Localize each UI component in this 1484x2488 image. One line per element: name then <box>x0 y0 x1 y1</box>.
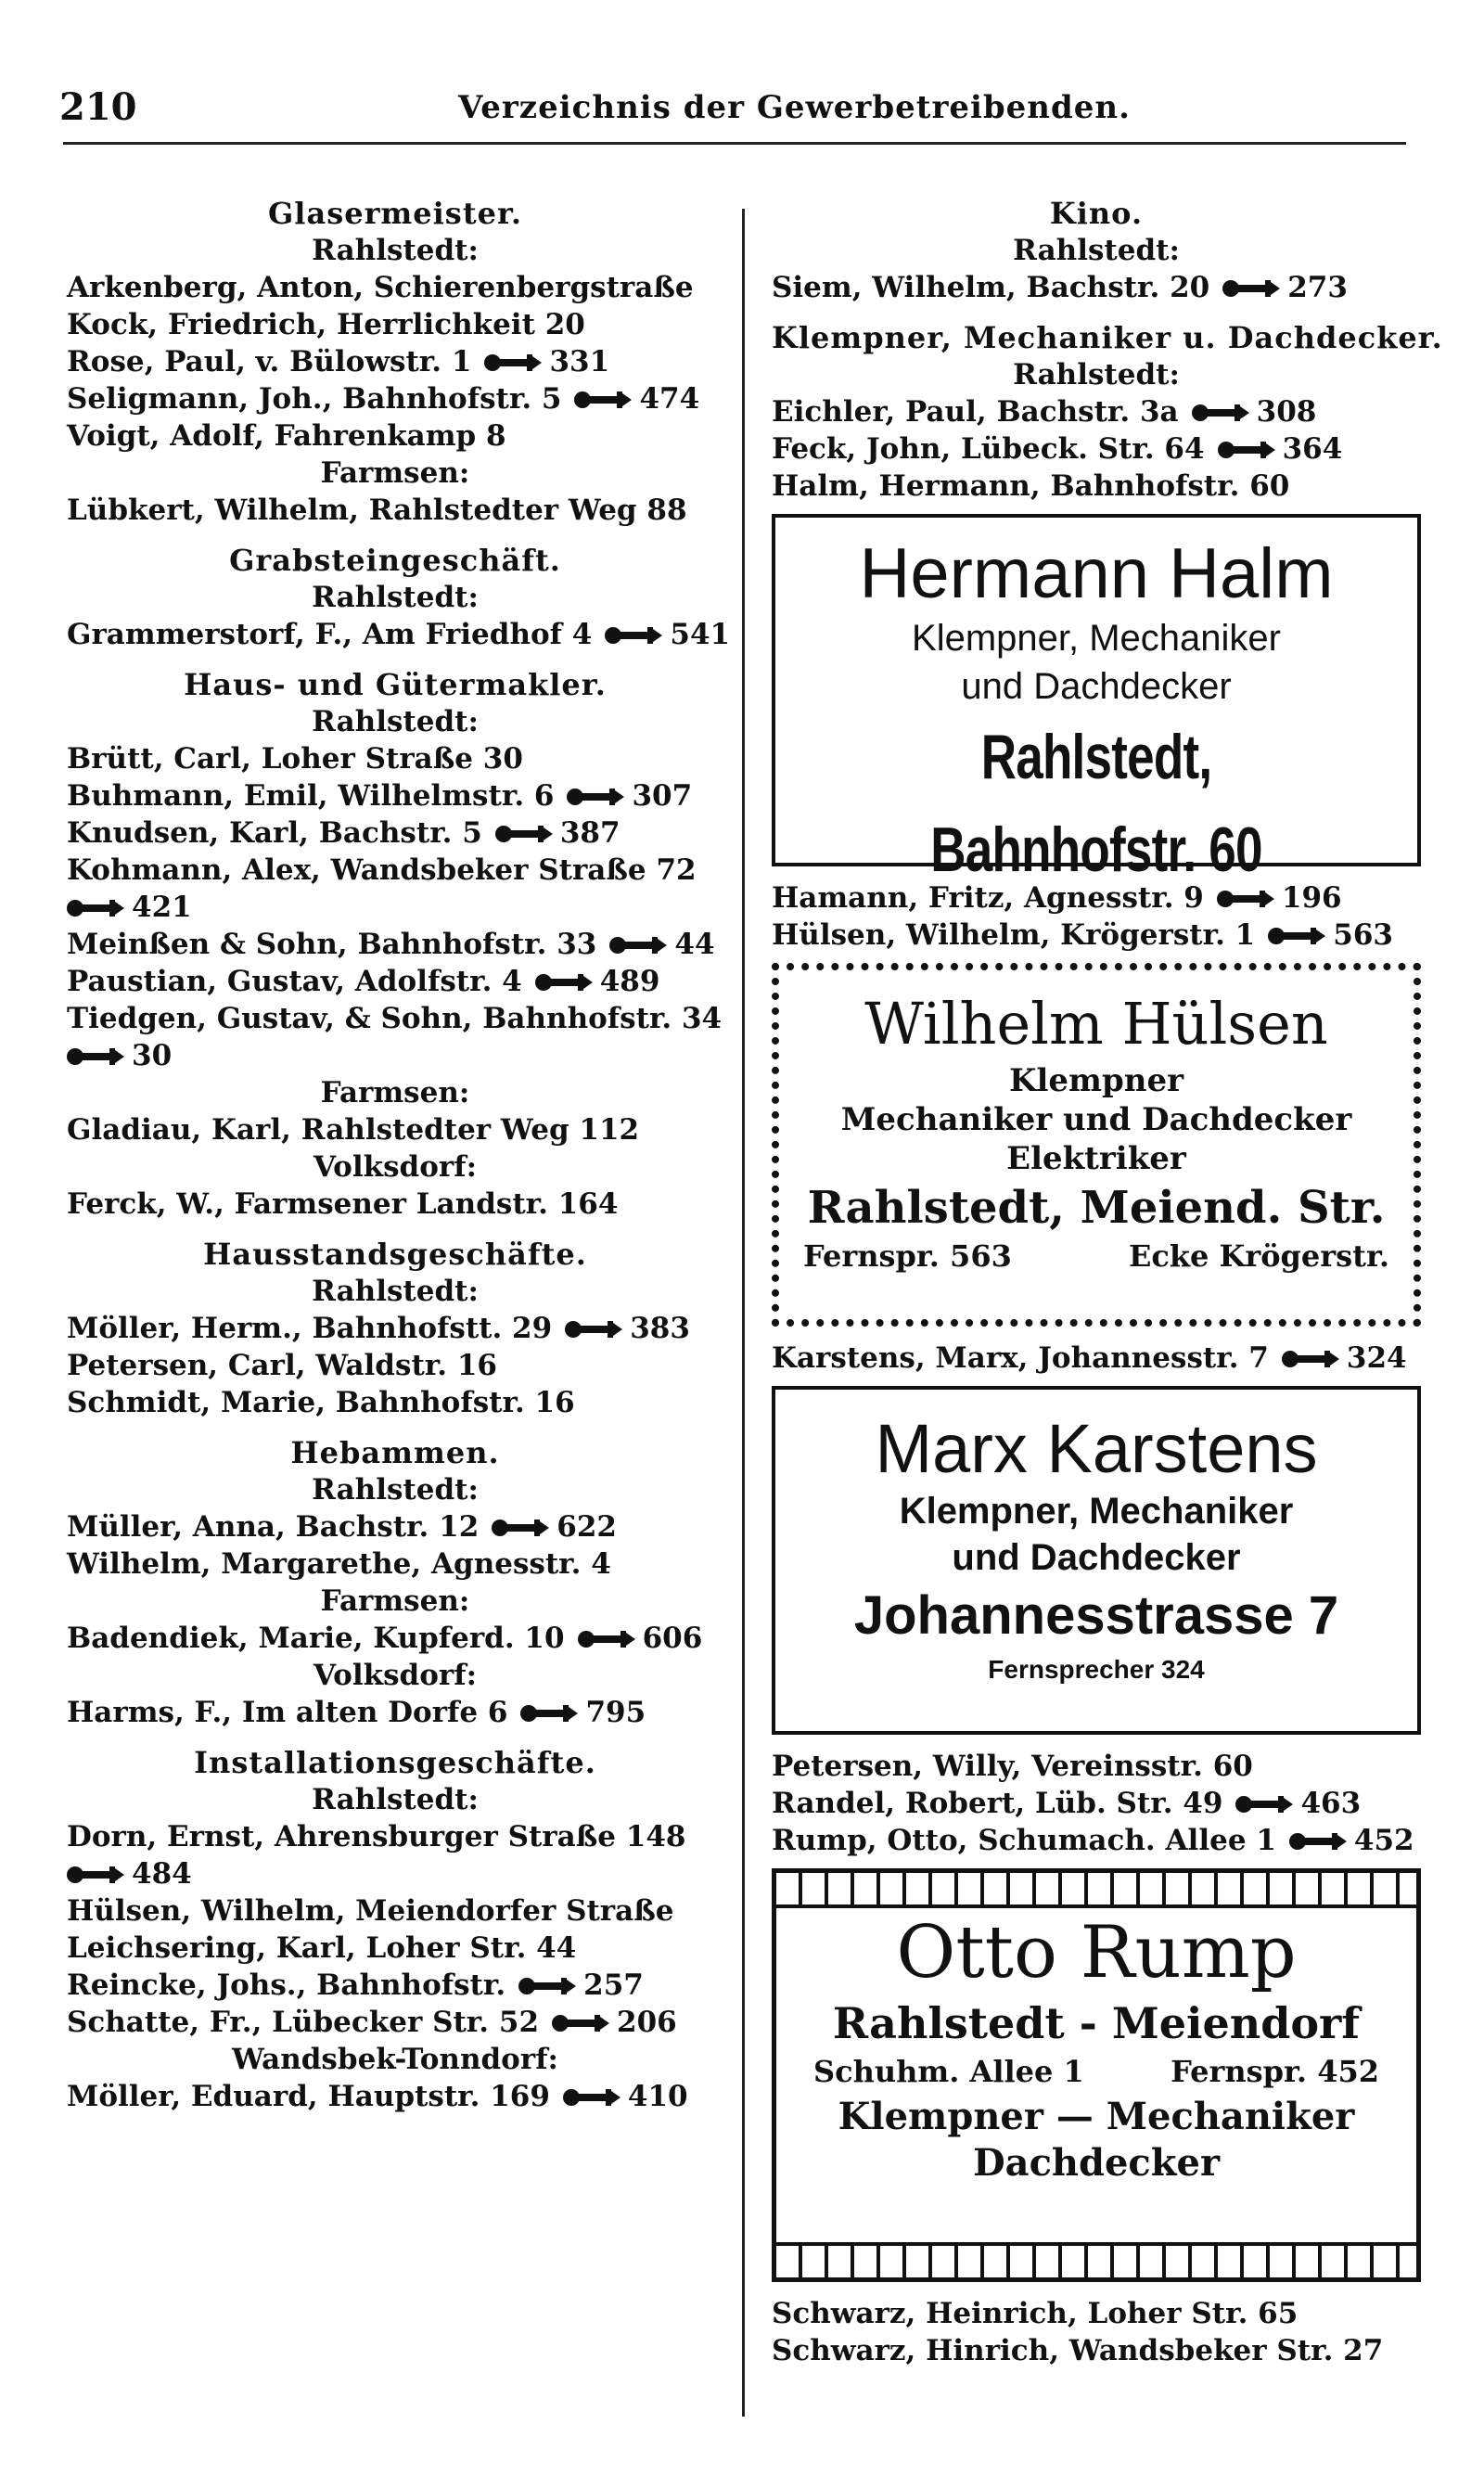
place-heading: Rahlstedt: <box>1013 234 1180 267</box>
ad-address: Rahlstedt, Bahnhofstr. 60 <box>930 722 1262 885</box>
ad-line: und Dachdecker <box>952 1537 1241 1578</box>
entry-text: Schatte, Fr., Lübecker Str. 52 <box>67 2006 540 2039</box>
entry <box>67 343 723 380</box>
phone-number: 484 <box>132 1857 192 1891</box>
entry: Arkenberg, Anton, Schierenbergstraße <box>67 271 694 304</box>
telephone-icon <box>484 345 542 382</box>
ad-phone: Fernspr. 563 <box>803 1238 1012 1274</box>
page-title: Verzeichnis der Gewerbetreibenden. <box>458 89 1131 126</box>
telephone-icon <box>1218 432 1275 469</box>
column-divider <box>742 209 745 2417</box>
entry-text: Rump, Otto, Schumach. Allee 1 <box>772 1824 1276 1857</box>
phone-number: 421 <box>132 891 192 924</box>
entry <box>67 1967 723 2004</box>
phone-number: 307 <box>567 777 692 816</box>
header-rule <box>63 142 1406 145</box>
left-column <box>67 195 731 2115</box>
entry-continuation <box>67 889 723 926</box>
advertisement-wilhelm-huelsen <box>772 963 1421 1327</box>
entry-text: Hamann, Fritz, Agnesstr. 9 <box>772 881 1204 915</box>
right-column <box>772 195 1443 2369</box>
ad-line: und Dachdecker <box>961 666 1232 707</box>
place-heading: Rahlstedt: <box>1013 358 1180 391</box>
section-heading: Kino. <box>1049 196 1144 231</box>
entry <box>67 380 723 417</box>
entry: Halm, Hermann, Bahnhofstr. 60 <box>772 469 1290 503</box>
place-heading: Rahlstedt: <box>312 1275 479 1308</box>
telephone-icon <box>552 2006 609 2043</box>
entry: Schmidt, Marie, Bahnhofstr. 16 <box>67 1386 575 1419</box>
entry-text: Möller, Herm., Bahnhofstt. 29 <box>67 1312 553 1345</box>
entry <box>772 393 1421 430</box>
ornament-border-bottom <box>776 2242 1416 2277</box>
entry <box>67 1310 723 1347</box>
entry-text: Müller, Anna, Bachstr. 12 <box>67 1510 480 1544</box>
ad-line: Elektriker <box>1006 1140 1186 1177</box>
entry <box>67 2004 723 2041</box>
place-heading: Rahlstedt: <box>312 581 479 614</box>
entry <box>772 269 1421 306</box>
entry <box>67 2078 723 2115</box>
entry: Hülsen, Wilhelm, Meiendorfer Straße <box>67 1894 674 1928</box>
place-heading: Rahlstedt: <box>312 1783 479 1816</box>
ad-phone: Fernspr. 452 <box>1171 2054 1379 2089</box>
ad-line: Dachdecker <box>972 2141 1221 2185</box>
phone-number: 452 <box>1289 1822 1414 1861</box>
entry: Schwarz, Heinrich, Loher Str. 65 <box>772 2297 1298 2330</box>
telephone-icon <box>67 1039 124 1076</box>
entry: Kohmann, Alex, Wandsbeker Straße 72 <box>67 853 697 887</box>
entry-text: Hülsen, Wilhelm, Krögerstr. 1 <box>772 918 1256 952</box>
telephone-icon <box>67 891 124 928</box>
telephone-icon <box>520 1696 578 1733</box>
section-heading: Haus- und Gütermakler. <box>184 667 607 702</box>
place-heading: Farmsen: <box>320 456 470 490</box>
telephone-icon <box>492 1510 549 1547</box>
ad-name: Wilhelm Hülsen <box>864 990 1328 1058</box>
place-heading: Volksdorf: <box>313 1659 478 1692</box>
entry: Petersen, Carl, Waldstr. 16 <box>67 1349 497 1382</box>
ad-contact-row <box>779 1238 1414 1275</box>
telephone-icon <box>1282 1341 1339 1379</box>
entry <box>67 1508 723 1545</box>
section-heading: Grabsteingeschäft. <box>229 543 561 578</box>
entry <box>67 777 723 814</box>
phone-number: 563 <box>1268 917 1393 955</box>
entry <box>67 926 723 963</box>
page-number: 210 <box>59 85 137 129</box>
entry <box>772 1785 1421 1822</box>
telephone-icon <box>518 1969 576 2006</box>
phone-number: 257 <box>518 1967 644 2006</box>
entry: Petersen, Willy, Vereinsstr. 60 <box>772 1750 1253 1783</box>
section-heading: Hebammen. <box>290 1435 500 1470</box>
phone-number: 30 <box>132 1039 173 1072</box>
section-heading: Klempner, Mechaniker u. Dachdecker. <box>772 320 1443 355</box>
ad-contact-row <box>776 2049 1416 2094</box>
section-heading: Glasermeister. <box>267 196 523 231</box>
telephone-icon <box>535 965 593 1002</box>
telephone-icon <box>563 2080 620 2117</box>
entry-text: Feck, John, Lübeck. Str. 64 <box>772 432 1205 466</box>
phone-number: 273 <box>1222 269 1348 308</box>
entry: Schwarz, Hinrich, Wandsbeker Str. 27 <box>772 2334 1384 2367</box>
entry-text: Meinßen & Sohn, Bahnhofstr. 33 <box>67 928 597 961</box>
ornament-border-top <box>776 1873 1416 1908</box>
ad-name: Marx Karstens <box>875 1410 1318 1487</box>
entry-text: Reincke, Johs., Bahnhofstr. <box>67 1969 506 2002</box>
ad-line: Rahlstedt - Meiendorf <box>832 1998 1361 2048</box>
phone-number: 489 <box>535 963 660 1002</box>
entry <box>67 616 731 653</box>
entry: Voigt, Adolf, Fahrenkamp 8 <box>67 419 506 453</box>
entry: Kock, Friedrich, Herrlichkeit 20 <box>67 308 585 341</box>
entry: Wilhelm, Margarethe, Agnesstr. 4 <box>67 1547 611 1581</box>
telephone-icon <box>1192 395 1249 432</box>
section-heading: Hausstandsgeschäfte. <box>203 1237 587 1272</box>
ad-line: Klempner, Mechaniker <box>899 1491 1294 1532</box>
telephone-icon <box>578 1622 635 1659</box>
telephone-icon <box>67 1857 124 1894</box>
entry-continuation <box>67 1037 723 1074</box>
place-heading: Rahlstedt: <box>312 234 479 267</box>
entry-text: Badendiek, Marie, Kupferd. 10 <box>67 1622 565 1655</box>
entry-text: Buhmann, Emil, Wilhelmstr. 6 <box>67 779 555 813</box>
entry <box>67 814 723 852</box>
entry: Leichsering, Karl, Loher Str. 44 <box>67 1931 577 1965</box>
entry: Dorn, Ernst, Ahrensburger Straße 148 <box>67 1820 686 1853</box>
telephone-icon <box>574 382 632 419</box>
phone-number: 606 <box>578 1620 703 1659</box>
entry <box>67 963 723 1000</box>
advertisement-hermann-halm <box>772 514 1421 885</box>
phone-number: 387 <box>495 814 620 853</box>
phone-number: 206 <box>552 2004 677 2043</box>
ad-line: Mechaniker und Dachdecker <box>840 1101 1352 1138</box>
entry <box>772 1822 1421 1859</box>
entry-text: Paustian, Gustav, Adolfstr. 4 <box>67 965 522 998</box>
ad-line: Klempner, Mechaniker <box>912 618 1281 659</box>
phone-number: 474 <box>574 380 699 419</box>
entry: Lübkert, Wilhelm, Rahlstedter Weg 88 <box>67 494 687 527</box>
entry-text: Karstens, Marx, Johannesstr. 7 <box>772 1341 1269 1375</box>
telephone-icon <box>1235 1787 1293 1824</box>
place-heading: Farmsen: <box>320 1076 470 1109</box>
telephone-icon <box>1222 271 1280 308</box>
entry <box>67 1694 723 1731</box>
phone-number: 383 <box>565 1310 690 1349</box>
entry: Gladiau, Karl, Rahlstedter Weg 112 <box>67 1113 640 1147</box>
entry-text: Möller, Eduard, Hauptstr. 169 <box>67 2080 550 2113</box>
phone-number: 308 <box>1192 393 1317 432</box>
ad-corner: Ecke Krögerstr. <box>1128 1238 1389 1274</box>
entry: Brütt, Carl, Loher Straße 30 <box>67 742 523 776</box>
entry-text: Siem, Wilhelm, Bachstr. 20 <box>772 271 1210 304</box>
ad-line: Klempner — Mechaniker <box>838 2095 1355 2138</box>
ad-line: Klempner <box>1008 1062 1184 1099</box>
ad-address: Schuhm. Allee 1 <box>813 2054 1084 2089</box>
section-heading: Installationsgeschäfte. <box>194 1745 596 1780</box>
entry-text: Seligmann, Joh., Bahnhofstr. 5 <box>67 382 562 416</box>
advertisement-marx-karstens <box>772 1386 1421 1735</box>
place-heading: Volksdorf: <box>313 1150 478 1184</box>
entry-text: Grammerstorf, F., Am Friedhof 4 <box>67 618 593 651</box>
entry-text: Rose, Paul, v. Bülowstr. 1 <box>67 345 472 378</box>
telephone-icon <box>1289 1824 1347 1861</box>
entry <box>772 430 1421 468</box>
ad-address: Rahlstedt, Meiend. Str. <box>807 1182 1386 1234</box>
phone-number: 364 <box>1218 430 1343 469</box>
phone-number: 795 <box>520 1694 646 1733</box>
place-heading: Farmsen: <box>320 1584 470 1618</box>
place-heading: Rahlstedt: <box>312 705 479 738</box>
entry <box>67 1620 723 1657</box>
ad-phone: Fernsprecher 324 <box>988 1655 1205 1684</box>
entry <box>772 917 1421 954</box>
advertisement-otto-rump <box>772 1868 1421 2282</box>
telephone-icon <box>495 816 553 853</box>
telephone-icon <box>565 1312 622 1349</box>
entry-text: Randel, Robert, Lüb. Str. 49 <box>772 1787 1223 1820</box>
entry: Tiedgen, Gustav, & Sohn, Bahnhofstr. 34 <box>67 1002 723 1035</box>
entry-text: Eichler, Paul, Bachstr. 3a <box>772 395 1179 429</box>
phone-number: 196 <box>1217 879 1342 918</box>
phone-number: 44 <box>609 926 714 965</box>
phone-number: 324 <box>1282 1340 1407 1379</box>
entry-text: Knudsen, Karl, Bachstr. 5 <box>67 816 482 850</box>
entry-continuation <box>67 1855 723 1892</box>
telephone-icon <box>567 779 624 816</box>
place-heading: Rahlstedt: <box>312 1473 479 1507</box>
ad-address: Johannesstrasse 7 <box>853 1585 1339 1646</box>
telephone-icon <box>609 928 667 965</box>
entry-text: Harms, F., Im alten Dorfe 6 <box>67 1696 508 1729</box>
phone-number: 463 <box>1235 1785 1361 1824</box>
ad-name: Hermann Halm <box>859 534 1334 613</box>
entry: Ferck, W., Farmsener Landstr. 164 <box>67 1187 619 1221</box>
telephone-icon <box>605 618 662 655</box>
telephone-icon <box>1268 918 1325 955</box>
ad-name: Otto Rump <box>896 1911 1297 1994</box>
phone-number: 541 <box>605 616 730 655</box>
page-header <box>59 85 1395 141</box>
entry <box>772 1340 1421 1377</box>
phone-number: 410 <box>563 2078 688 2117</box>
phone-number: 331 <box>484 343 609 382</box>
phone-number: 622 <box>492 1508 617 1547</box>
place-heading: Wandsbek-Tonndorf: <box>232 2043 558 2076</box>
